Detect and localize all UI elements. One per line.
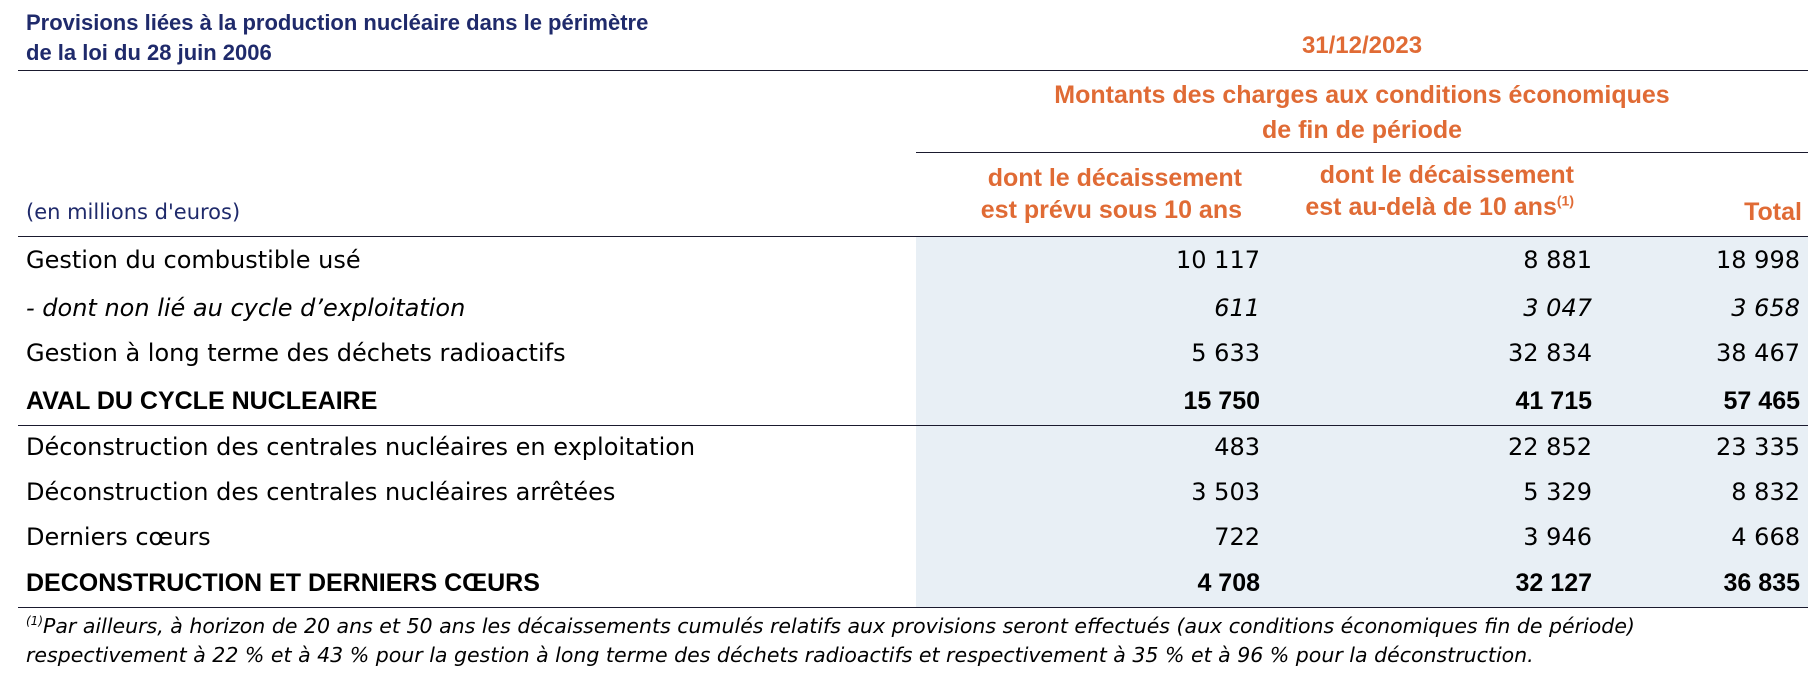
value-total: 18 998 <box>1716 246 1800 274</box>
footnote <box>26 612 1806 670</box>
row-label: - dont non lié au cycle d’exploitation <box>26 294 466 322</box>
table-row <box>18 424 1808 470</box>
table-bottom-rule <box>18 607 1808 608</box>
value-beyond-10-years: 3 946 <box>1523 523 1592 551</box>
value-within-10-years: 5 633 <box>1191 339 1260 367</box>
column-header-line: dont le décaissement <box>987 164 1242 192</box>
top-rule <box>18 70 1808 71</box>
table-title: Provisions liées à la production nucléaire dans le périmètre de la loi du 28 juin 2006 <box>26 10 649 65</box>
sub-header-rule <box>916 152 1808 153</box>
value-within-10-years: 3 503 <box>1191 478 1260 506</box>
subtotal-row <box>18 378 1808 424</box>
footnote-text: Par ailleurs, à horizon de 20 ans et 50 ans les décaissements cumulés relatifs aux provisions seront effectués (aux conditions économiques fin de période) respectivement à 22 % et à 43 % pour la gestion à long terme des déchets radioactifs et respectivement à 35 % et à 96 % pour la déconstruction. <box>26 614 1635 667</box>
column-header-text: est au-delà de 10 ans <box>1305 193 1557 221</box>
row-label: Déconstruction des centrales nucléaires arrêtées <box>26 478 616 506</box>
table-row <box>18 330 1808 376</box>
period-date: 31/12/2023 <box>1301 32 1423 59</box>
column-header-total: Total <box>1744 198 1802 226</box>
value-within-10-years: 722 <box>1214 523 1260 551</box>
column-header-beyond-10-years <box>1305 159 1574 223</box>
column-header-line: est prévu sous 10 ans <box>980 196 1242 224</box>
column-header-line: dont le décaissement <box>1319 161 1574 189</box>
table-row <box>18 285 1808 331</box>
value-total: 8 832 <box>1731 478 1800 506</box>
value-within-10-years: 15 750 <box>1183 387 1260 415</box>
column-header-within-10-years <box>981 162 1242 226</box>
value-total: 3 658 <box>1731 294 1800 322</box>
footnote-marker: (1) <box>26 614 43 629</box>
montants-heading: Montants des charges aux conditions économiques de fin de période <box>1054 81 1670 144</box>
value-beyond-10-years: 22 852 <box>1508 433 1592 461</box>
value-beyond-10-years: 32 127 <box>1515 569 1592 597</box>
row-label: Gestion à long terme des déchets radioactifs <box>26 339 566 367</box>
value-total: 57 465 <box>1723 387 1800 415</box>
table-row <box>18 514 1808 560</box>
table-row <box>18 237 1808 283</box>
units-label: (en millions d'euros) <box>26 200 241 224</box>
row-label: Derniers cœurs <box>26 523 211 551</box>
value-within-10-years: 483 <box>1214 433 1260 461</box>
value-within-10-years: 10 117 <box>1176 246 1260 274</box>
value-beyond-10-years: 5 329 <box>1523 478 1592 506</box>
subtotal-row <box>18 560 1808 606</box>
footnote-reference: (1) <box>1556 192 1574 209</box>
value-beyond-10-years: 8 881 <box>1523 246 1592 274</box>
value-total: 4 668 <box>1731 523 1800 551</box>
row-label: Gestion du combustible usé <box>26 246 361 274</box>
row-label: DECONSTRUCTION ET DERNIERS CŒURS <box>26 569 540 597</box>
row-label: Déconstruction des centrales nucléaires en exploitation <box>26 433 696 461</box>
value-beyond-10-years: 3 047 <box>1523 294 1592 322</box>
column-header-line <box>1305 191 1574 223</box>
value-within-10-years: 4 708 <box>1197 569 1260 597</box>
row-label: AVAL DU CYCLE NUCLEAIRE <box>26 387 378 415</box>
table-row <box>18 469 1808 515</box>
value-total: 38 467 <box>1716 339 1800 367</box>
value-beyond-10-years: 32 834 <box>1508 339 1592 367</box>
value-total: 36 835 <box>1723 569 1800 597</box>
value-within-10-years: 611 <box>1214 294 1260 322</box>
value-total: 23 335 <box>1716 433 1800 461</box>
value-beyond-10-years: 41 715 <box>1515 387 1592 415</box>
